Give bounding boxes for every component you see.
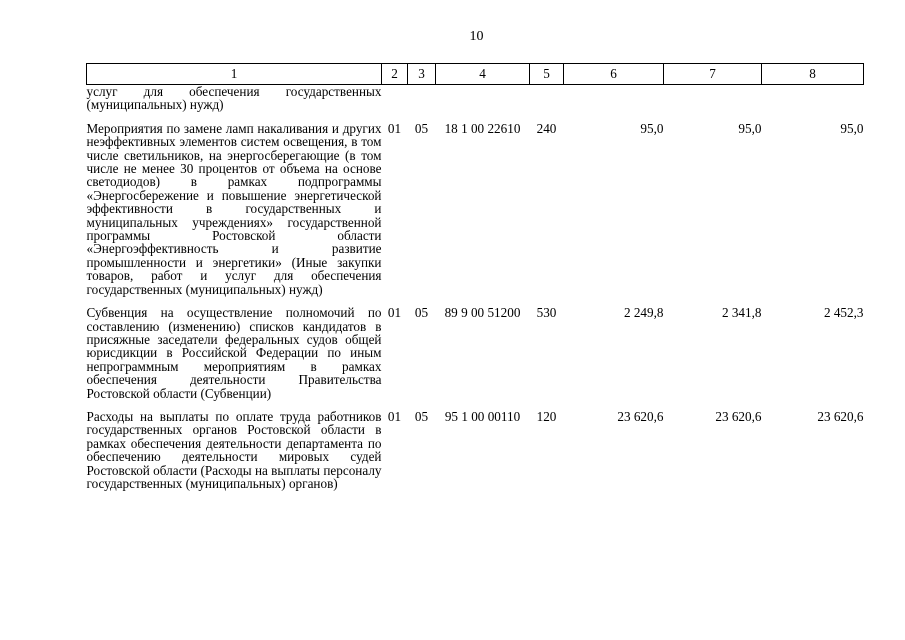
subsection-code: [408, 85, 436, 112]
section-code: 01: [387, 305, 402, 321]
section-code: 01: [387, 120, 402, 136]
expense-type-code: 530: [536, 305, 557, 321]
amount-col-7: 2 341,8: [721, 305, 762, 321]
section-code: 01: [387, 408, 402, 424]
amount-col-6: 2 249,8: [623, 305, 664, 321]
subsection-code: 05: [414, 408, 429, 424]
subsection-code: 05: [414, 305, 429, 321]
table-row: [87, 410, 864, 490]
expense-type-code: 120: [536, 408, 557, 424]
subsection-code: 05: [414, 120, 429, 136]
amount-col-6: [564, 85, 664, 112]
amount-col-7: [664, 85, 762, 112]
section-code: [382, 85, 408, 112]
amount-col-6: 95,0: [640, 120, 664, 136]
expense-name: услуг для обеспечения государственных (муниципальных) нужд): [86, 84, 382, 113]
amount-col-7: 95,0: [738, 120, 762, 136]
expense-name: Мероприятия по замене ламп накаливания и других неэффективных элементов систем освещения, в том числе светильников, на энергосберегающие (в том числе не менее 30 процентов от объема на основе светодиодов) в рамках подпрограммы «Энергосбережение и повышение энергетической эффективности в государственных и муниципальных учреждениях» государственной программы Ростовской области «Энергоэффективность и развитие промышленности и энергетики» (Иные закупки товаров, работ и услуг для обеспечения государственных (муниципальных) нужд): [86, 120, 382, 297]
table-row: [87, 306, 864, 400]
amount-col-8: 95,0: [840, 120, 864, 136]
column-header: 1: [87, 64, 382, 85]
expense-name: Расходы на выплаты по оплате труда работников государственных органов Ростовской области в рамках обеспечения деятельности департамента по обеспечению деятельности мировых судей Ростовской области (Расходы на выплаты персоналу государственных (муниципальных) органов): [86, 408, 382, 491]
column-header: 6: [564, 64, 664, 85]
target-article-code: [436, 85, 530, 112]
table-row: [87, 122, 864, 296]
expense-type-code: [530, 85, 564, 112]
page-number: 10: [469, 29, 484, 44]
target-article-code: 89 9 00 51200: [444, 305, 521, 321]
amount-col-7: 23 620,6: [715, 408, 762, 424]
column-header: 4: [436, 64, 530, 85]
column-header: 8: [762, 64, 864, 85]
column-header: 5: [530, 64, 564, 85]
amount-col-8: 2 452,3: [823, 305, 864, 321]
amount-col-6: 23 620,6: [617, 408, 664, 424]
target-article-code: 18 1 00 22610: [444, 120, 521, 136]
target-article-code: 95 1 00 00110: [444, 408, 521, 424]
budget-table: [86, 63, 864, 490]
column-header: 3: [408, 64, 436, 85]
amount-col-8: 23 620,6: [817, 408, 864, 424]
table-header-row: [87, 64, 864, 85]
expense-type-code: 240: [536, 120, 557, 136]
amount-col-8: [762, 85, 864, 112]
column-header: 7: [664, 64, 762, 85]
table-row: [87, 85, 864, 112]
column-header: 2: [382, 64, 408, 85]
expense-name: Субвенция на осуществление полномочий по составлению (изменению) списков кандидатов в присяжные заседатели федеральных судов общей юрисдикции в Российской Федерации по иным непрограммным мероприятиям в рамках обеспечения деятельности Правительства Ростовской области (Субвенции): [86, 305, 382, 401]
